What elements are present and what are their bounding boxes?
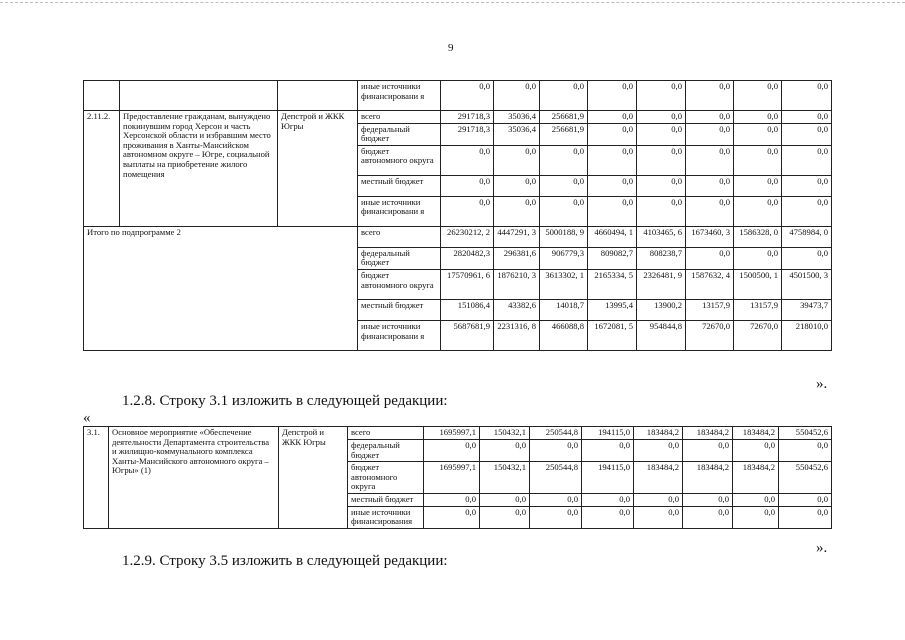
value-cell: 0,0 [733,506,779,528]
value-cell: 0,0 [686,81,734,111]
value-cell: 1695997,1 [424,427,480,440]
value-cell: 183484,2 [634,462,683,494]
value-cell: 0,0 [540,81,588,111]
value-cell: 183484,2 [634,427,683,440]
value-cell: 0,0 [582,440,634,462]
value-cell: 550452,6 [779,427,832,440]
value-cell: 0,0 [782,196,832,226]
value-cell: 0,0 [441,81,494,111]
value-cell: 4501500, 3 [782,269,832,299]
value-cell: 0,0 [782,111,832,124]
value-cell: 0,0 [637,175,686,196]
row-3-1-table [83,426,832,529]
value-cell: 1672081, 5 [588,320,637,350]
scan-edge-line [0,2,905,3]
value-cell: 1586328, 0 [734,226,782,247]
source-label: всего [358,226,441,247]
value-cell: 0,0 [634,506,683,528]
value-cell: 1587632, 4 [686,269,734,299]
value-cell: 0,0 [637,123,686,145]
close-quote-1: ». [816,376,828,392]
close-quote-2: ». [816,540,828,556]
source-label: бюджет автономного округа [358,145,441,175]
value-cell: 0,0 [686,111,734,124]
value-cell: 0,0 [634,440,683,462]
value-cell: 0,0 [480,440,530,462]
value-cell: 550452,6 [779,462,832,494]
source-label: иные источники финансировани я [358,196,441,226]
value-cell: 4103465, 6 [637,226,686,247]
value-cell: 0,0 [734,123,782,145]
value-cell: 4447291, 3 [494,226,540,247]
value-cell: 5687681,9 [441,320,494,350]
table-row [84,427,832,440]
value-cell: 43382,6 [494,299,540,320]
value-cell: 250544,8 [530,462,582,494]
executor: Депстрой и ЖКК Югры [279,427,348,529]
source-label: местный бюджет [358,299,441,320]
value-cell: 0,0 [686,175,734,196]
value-cell: 0,0 [733,493,779,506]
value-cell: 0,0 [637,81,686,111]
instruction-paragraph-1-2-8: 1.2.8. Строку 3.1 изложить в следующей редакции: [122,393,448,409]
value-cell: 0,0 [734,145,782,175]
row-code: 3.1. [84,427,109,529]
value-cell: 1500500, 1 [734,269,782,299]
value-cell: 0,0 [637,196,686,226]
value-cell: 0,0 [494,175,540,196]
value-cell: 0,0 [734,175,782,196]
value-cell: 291718,3 [441,123,494,145]
value-cell: 0,0 [686,123,734,145]
table-row [84,226,832,247]
executor: Депстрой и ЖКК Югры [278,111,358,227]
value-cell: 0,0 [540,196,588,226]
value-cell: 0,0 [588,175,637,196]
value-cell: 809082,7 [588,247,637,269]
value-cell: 0,0 [540,175,588,196]
source-label: федеральный бюджет [358,247,441,269]
measure-name: Основное мероприятие «Обеспечение деятельности Департамента строительства и жилищно-коммунального комплекса Ханты-Мансийского автономного округа – Югры» (1) [109,427,279,529]
value-cell: 72670,0 [734,320,782,350]
value-cell: 0,0 [441,145,494,175]
table-row [84,111,832,124]
empty-cell [278,81,358,111]
open-quote: « [83,410,91,426]
source-label: местный бюджет [358,175,441,196]
value-cell: 0,0 [782,175,832,196]
value-cell: 72670,0 [686,320,734,350]
value-cell: 13995,4 [588,299,637,320]
value-cell: 0,0 [441,175,494,196]
value-cell: 0,0 [424,493,480,506]
value-cell: 13900,2 [637,299,686,320]
value-cell: 906779,3 [540,247,588,269]
value-cell: 296381,6 [494,247,540,269]
value-cell: 150432,1 [480,427,530,440]
value-cell: 1876210, 3 [494,269,540,299]
value-cell: 0,0 [582,506,634,528]
value-cell: 0,0 [494,81,540,111]
value-cell: 14018,7 [540,299,588,320]
page-number: 9 [448,42,454,54]
value-cell: 194115,0 [582,427,634,440]
instruction-paragraph-1-2-9: 1.2.9. Строку 3.5 изложить в следующей редакции: [122,553,448,569]
source-label: бюджет автономного округа [358,269,441,299]
value-cell: 0,0 [582,493,634,506]
value-cell: 0,0 [779,506,832,528]
value-cell: 194115,0 [582,462,634,494]
value-cell: 0,0 [683,493,733,506]
value-cell: 291718,3 [441,111,494,124]
value-cell: 1673460, 3 [686,226,734,247]
value-cell: 13157,9 [734,299,782,320]
value-cell: 0,0 [686,247,734,269]
value-cell: 0,0 [588,145,637,175]
value-cell: 0,0 [588,123,637,145]
value-cell: 0,0 [637,145,686,175]
value-cell: 183484,2 [683,427,733,440]
value-cell: 2820482,3 [441,247,494,269]
value-cell: 1695997,1 [424,462,480,494]
value-cell: 0,0 [494,145,540,175]
source-label: бюджет автономного округа [348,462,424,494]
value-cell: 0,0 [494,196,540,226]
value-cell: 0,0 [637,111,686,124]
value-cell: 0,0 [782,81,832,111]
value-cell: 26230212, 2 [441,226,494,247]
value-cell: 183484,2 [733,462,779,494]
value-cell: 35036,4 [494,123,540,145]
value-cell: 13157,9 [686,299,734,320]
value-cell: 0,0 [734,196,782,226]
value-cell: 0,0 [779,440,832,462]
value-cell: 2165334, 5 [588,269,637,299]
subprogram-2-table [83,80,832,351]
value-cell: 0,0 [686,196,734,226]
empty-cell [84,81,120,111]
table-row [84,81,832,111]
value-cell: 35036,4 [494,111,540,124]
value-cell: 0,0 [530,440,582,462]
value-cell: 0,0 [588,196,637,226]
value-cell: 0,0 [782,145,832,175]
value-cell: 0,0 [424,506,480,528]
value-cell: 0,0 [540,145,588,175]
value-cell: 256681,9 [540,111,588,124]
value-cell: 0,0 [588,111,637,124]
value-cell: 0,0 [779,493,832,506]
value-cell: 3613302, 1 [540,269,588,299]
value-cell: 0,0 [683,506,733,528]
value-cell: 466088,8 [540,320,588,350]
value-cell: 0,0 [634,493,683,506]
value-cell: 0,0 [683,440,733,462]
value-cell: 0,0 [480,506,530,528]
value-cell: 2231316, 8 [494,320,540,350]
value-cell: 0,0 [686,145,734,175]
value-cell: 0,0 [733,440,779,462]
value-cell: 256681,9 [540,123,588,145]
value-cell: 218010,0 [782,320,832,350]
value-cell: 250544,8 [530,427,582,440]
value-cell: 5000188, 9 [540,226,588,247]
source-label: иные источники финансировани я [358,81,441,111]
source-label: местный бюджет [348,493,424,506]
value-cell: 150432,1 [480,462,530,494]
source-label: иные источники финансировани я [358,320,441,350]
value-cell: 0,0 [782,247,832,269]
value-cell: 0,0 [734,81,782,111]
source-label: всего [348,427,424,440]
row-code: 2.11.2. [84,111,120,227]
value-cell: 2326481, 9 [637,269,686,299]
value-cell: 808238,7 [637,247,686,269]
source-label: федеральный бюджет [358,123,441,145]
value-cell: 0,0 [782,123,832,145]
value-cell: 0,0 [424,440,480,462]
value-cell: 0,0 [530,506,582,528]
value-cell: 0,0 [441,196,494,226]
total-label: Итого по подпрограмме 2 [84,226,358,350]
source-label: иные источники финансирования [348,506,424,528]
value-cell: 0,0 [734,111,782,124]
value-cell: 4758984, 0 [782,226,832,247]
value-cell: 151086,4 [441,299,494,320]
source-label: федеральный бюджет [348,440,424,462]
value-cell: 17570961, 6 [441,269,494,299]
value-cell: 0,0 [588,81,637,111]
source-label: всего [358,111,441,124]
value-cell: 0,0 [480,493,530,506]
value-cell: 39473,7 [782,299,832,320]
value-cell: 954844,8 [637,320,686,350]
measure-name: Предоставление гражданам, вынуждено покинувшим город Херсон и часть Херсонской области и избравшим место проживания в Ханты-Мансийском автономном округе – Югре, социальной выплаты на приобретение жилого помещения [120,111,278,227]
value-cell: 183484,2 [683,462,733,494]
value-cell: 4660494, 1 [588,226,637,247]
value-cell: 183484,2 [733,427,779,440]
empty-cell [120,81,278,111]
value-cell: 0,0 [734,247,782,269]
value-cell: 0,0 [530,493,582,506]
